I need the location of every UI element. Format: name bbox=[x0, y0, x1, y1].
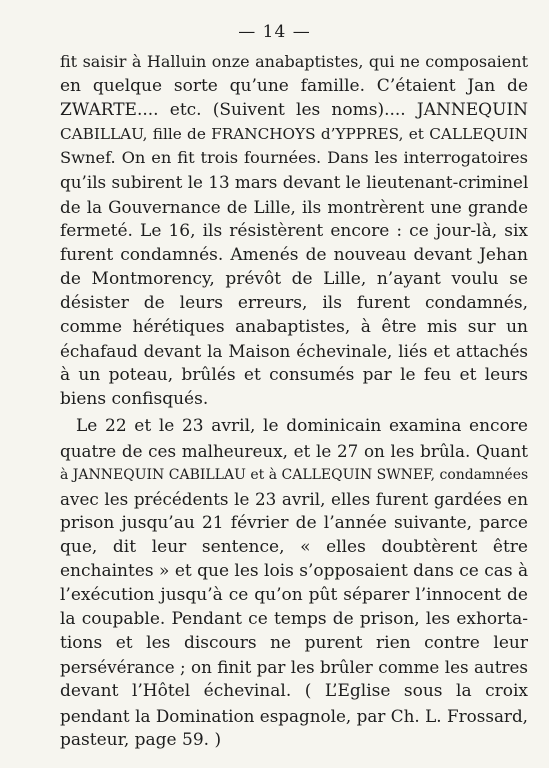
text-line: furent condamnés. Amenés de nouveau devant Jehan bbox=[60, 244, 528, 265]
text-line: enchaintes » et que les lois s’opposaient dans ce cas à bbox=[60, 560, 529, 581]
text-line: en quelque sorte qu’une famille. C’étaient Jan de bbox=[60, 76, 528, 97]
text-line: que, dit leur sentence, « elles doubtèrent être bbox=[60, 536, 528, 557]
text-line: ZWARTE.... etc. (Suivent les noms).... JANNEQUIN bbox=[60, 100, 528, 121]
text-line: comme hérétiques anabaptistes, à être mis sur un bbox=[60, 317, 528, 338]
text-line: l’exécution jusqu’à ce qu’on pût séparer l’innocent de bbox=[60, 585, 528, 606]
body-text bbox=[60, 50, 528, 752]
text-line: CABILLAU, fille de FRANCHOYS d’YPPRES, et CALLEQUIN bbox=[60, 125, 528, 144]
text-line: quatre de ces malheureux, et le 27 on les brûla. Quant bbox=[60, 440, 528, 461]
text-line: fermeté. Le 16, ils résistèrent encore : ce jour-là, six bbox=[60, 220, 528, 241]
text-line: à JANNEQUIN CABILLAU et à CALLEQUIN SWNEF, condamnées bbox=[60, 466, 529, 483]
text-line: la coupable. Pendant ce temps de prison, les exhorta- bbox=[60, 609, 528, 630]
text-line: prison jusqu’au 21 février de l’année suivante, parce bbox=[60, 512, 528, 533]
text-line: Swnef. On en fit trois fournées. Dans les interrogatoires bbox=[60, 148, 528, 168]
text-line: à un poteau, brûlés et consumés par le feu et leurs bbox=[60, 365, 528, 386]
text-line: désister de leurs erreurs, ils furent condamnés, bbox=[60, 292, 528, 313]
text-line: avec les précédents le 23 avril, elles furent gardées en bbox=[60, 488, 528, 509]
text-line: de Montmorency, prévôt de Lille, n’ayant voulu se bbox=[60, 268, 528, 289]
text-line: de la Gouvernance de Lille, ils montrèrent une grande bbox=[60, 196, 528, 217]
text-line: devant l’Hôtel échevinal. ( L’Eglise sous la croix bbox=[60, 681, 528, 702]
paragraph bbox=[60, 50, 528, 411]
text-line: fit saisir à Halluin onze anabaptistes, qui ne composaient bbox=[60, 52, 528, 71]
text-line: biens confisqués. bbox=[60, 389, 209, 410]
page-number: — 14 — bbox=[238, 22, 311, 42]
text-line: échafaud devant la Maison échevinale, liés et attachés bbox=[60, 341, 528, 362]
text-line: pendant la Domination espagnole, par Ch. L. Frossard, bbox=[60, 705, 528, 726]
text-line: pasteur, page 59. ) bbox=[60, 729, 222, 750]
text-line: persévérance ; on finit par les brûler comme les autres bbox=[60, 657, 528, 678]
text-line: qu’ils subirent le 13 mars devant le lieutenant-criminel bbox=[60, 172, 529, 193]
text-line: tions et les discours ne purent rien contre leur bbox=[60, 633, 528, 654]
paragraph bbox=[60, 414, 528, 751]
text-line: Le 22 et le 23 avril, le dominicain examina encore bbox=[76, 416, 528, 437]
